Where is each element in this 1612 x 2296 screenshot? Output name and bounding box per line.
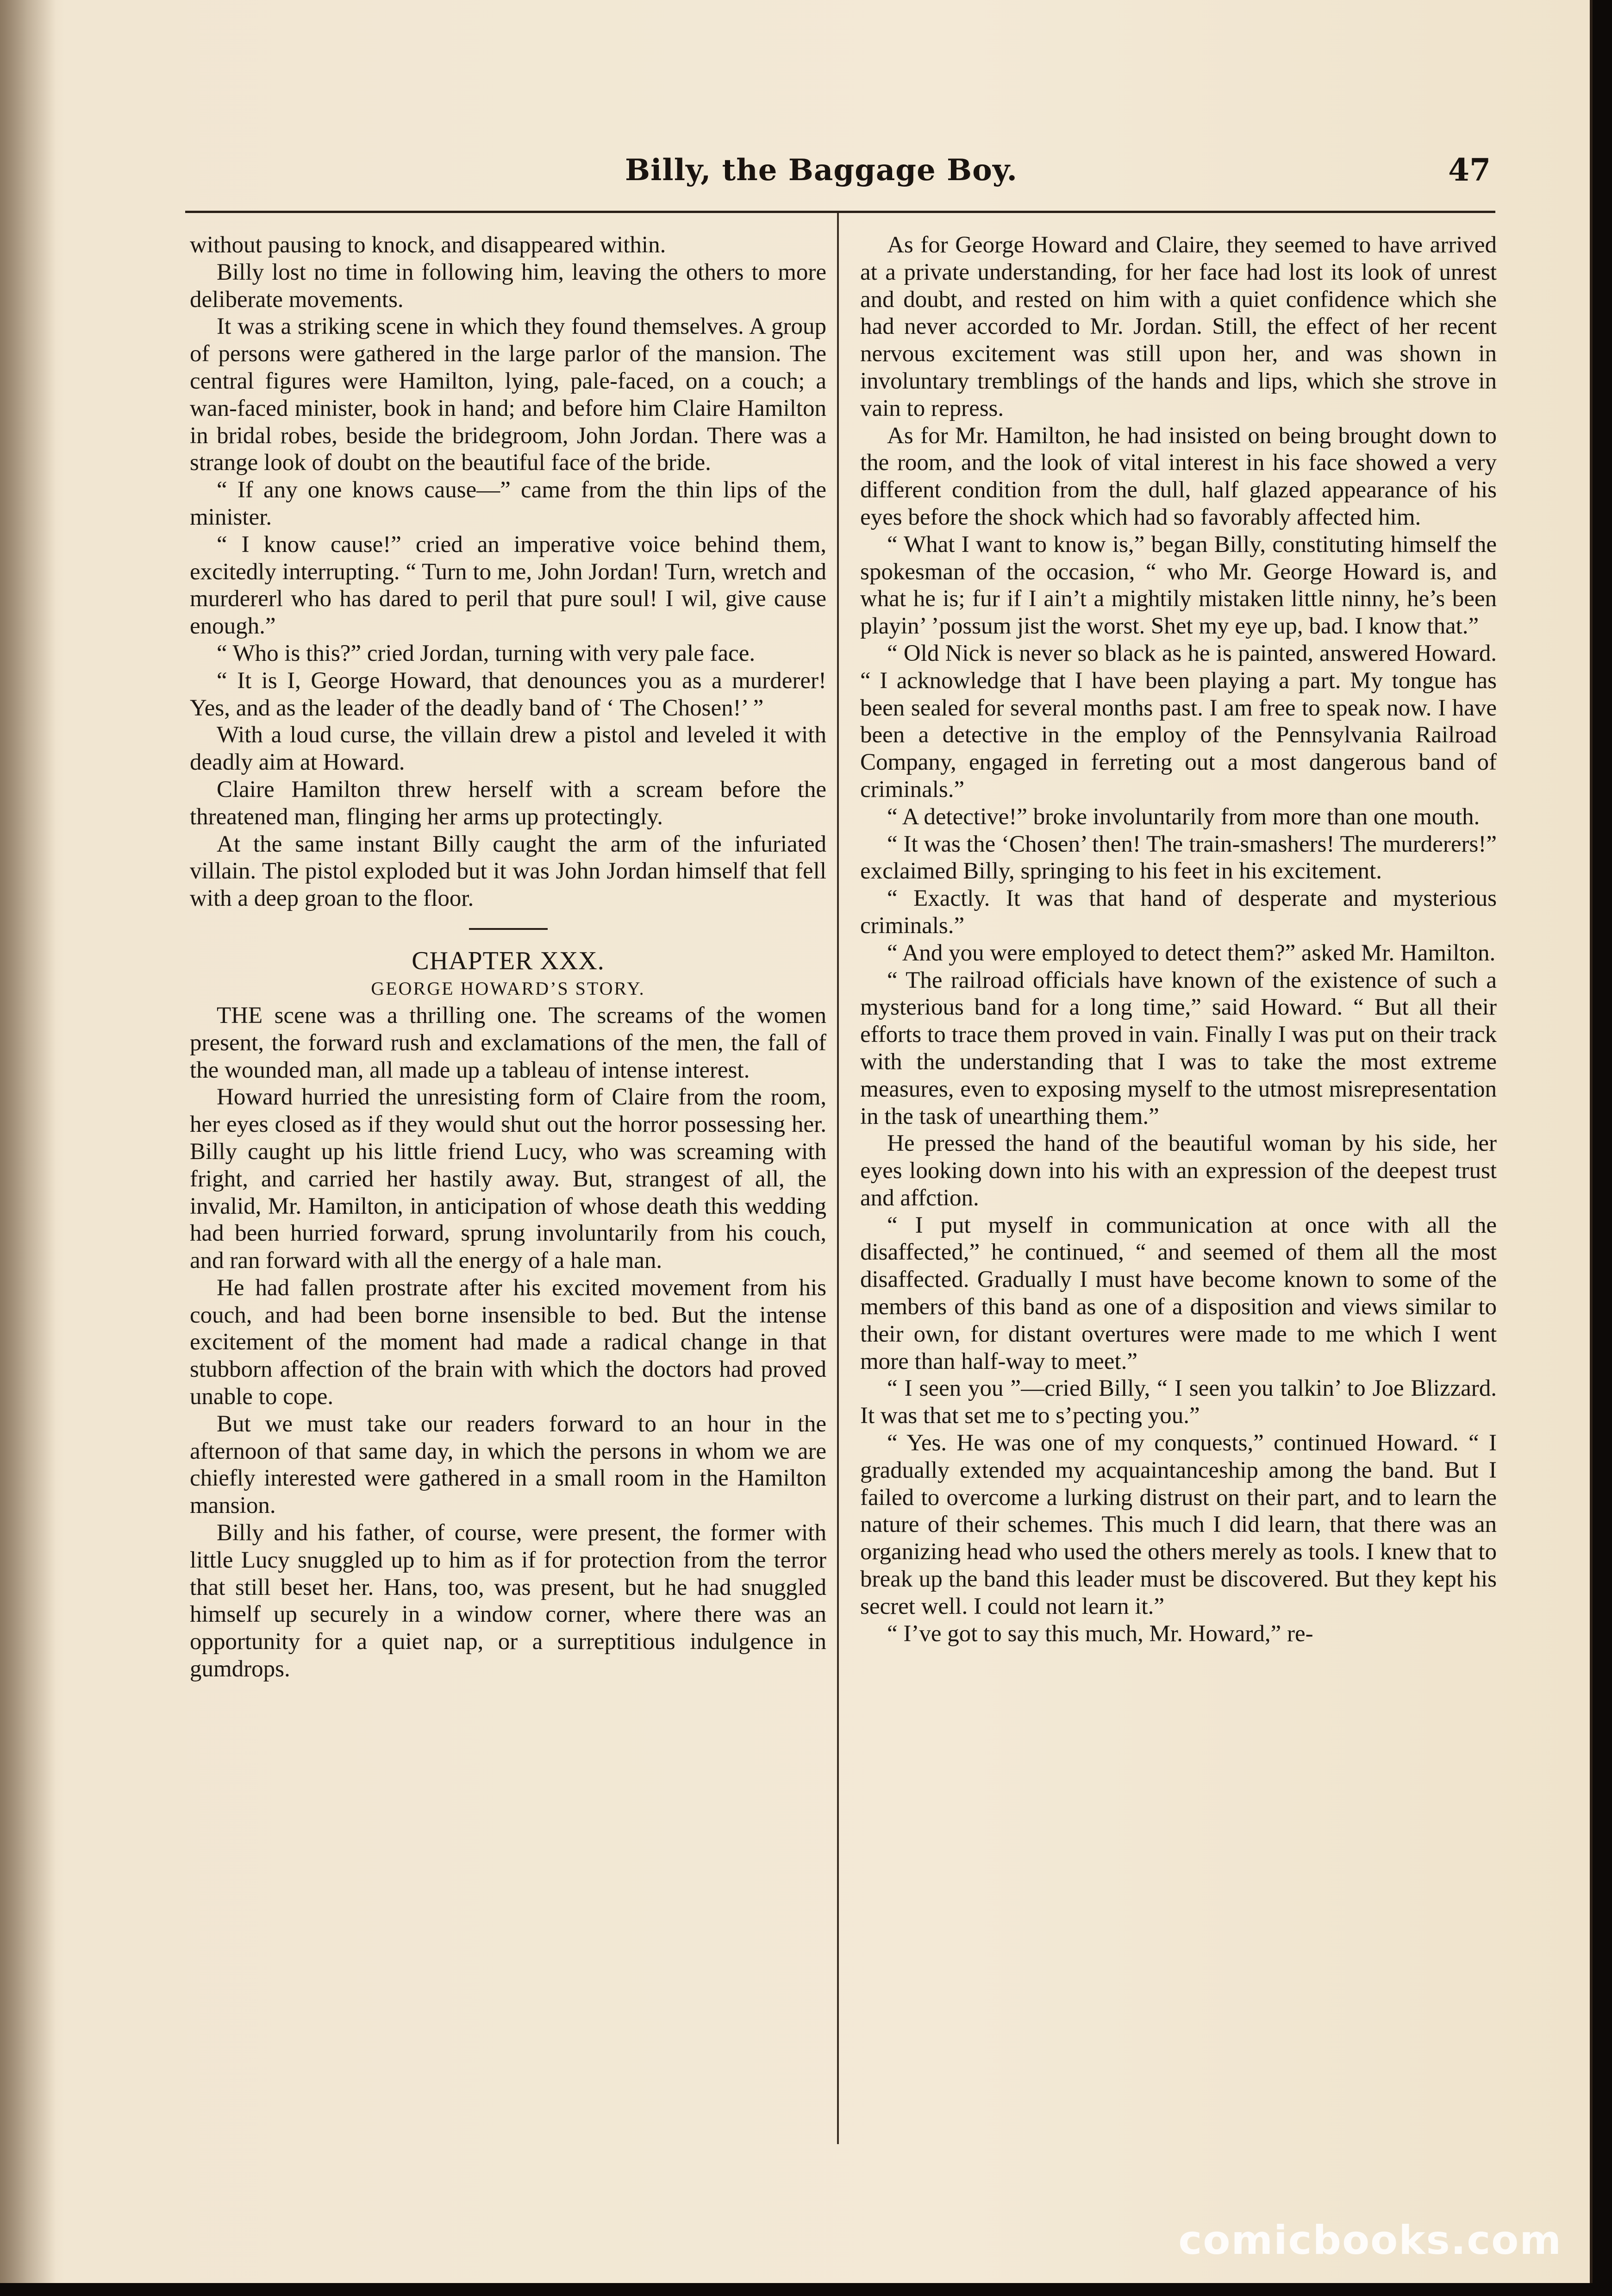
paragraph: “ It was the ‘Chosen’ then! The train-smashers! The murderers!” exclaimed Billy, springing to his feet in his excitement. <box>860 831 1497 885</box>
site-watermark: comicbooks.com <box>1178 2217 1562 2264</box>
paragraph: He had fallen prostrate after his excited movement from his couch, and had been borne insensible to bed. But the intense excitement of the moment had made a radical change in that stubborn affection of the brain with which the doctors had proved unable to cope. <box>190 1274 826 1410</box>
paragraph: Howard hurried the unresisting form of Claire from the room, her eyes closed as if they would shut out the horror possessing her. Billy caught up his little friend Lucy, who was screaming with fright, and carried her hastily away. But, strangest of all, the invalid, Mr. Hamilton, in anticipation of whose death this wedding had been hurried forward, sprung involuntarily from his couch, and ran forward with all the energy of a hale man. <box>190 1084 826 1274</box>
chapter-heading: CHAPTER XXX. <box>412 946 605 975</box>
header-rule <box>185 211 1495 213</box>
paragraph: With a loud curse, the villain drew a pistol and leveled it with deadly aim at Howard. <box>190 722 826 776</box>
paragraph: At the same instant Billy caught the arm of the infuriated villain. The pistol exploded but it was John Jordan himself that fell with a deep groan to the floor. <box>190 831 826 912</box>
paragraph: “ If any one knows cause—” came from the thin lips of the minister. <box>190 477 826 530</box>
paragraph: Claire Hamilton threw herself with a scream before the threatened man, flinging her arms up protectingly. <box>190 776 826 830</box>
paragraph: He pressed the hand of the beautiful woman by his side, her eyes looking down into his with an expression of the deepest trust and affction. <box>860 1130 1497 1211</box>
paragraph: “ Who is this?” cried Jordan, turning with very pale face. <box>217 640 756 666</box>
paragraph: “ I know cause!” cried an imperative voice behind them, excitedly interrupting. “ Turn to me, John Jordan! Turn, wretch and murdererl who has dared to peril that pure soul! I wil, give cause enough.” <box>190 531 826 640</box>
left-column <box>190 232 826 2167</box>
page-header <box>185 144 1491 204</box>
paragraph: Billy and his father, of course, were present, the former with little Lucy snuggled up to him as if for protection from the terror that still beset her. Hans, too, was present, but he had snuggled himself up securely in a window corner, where there was an opportunity for a quiet nap, or a surreptitious indulgence in gumdrops. <box>190 1520 826 1682</box>
paragraph: As for Mr. Hamilton, he had insisted on being brought down to the room, and the look of vital interest in his face showed a very different condition from the dull, half glazed appearance of his eyes before the shock which had so favorably affected him. <box>860 422 1497 530</box>
paragraph: Billy lost no time in following him, leaving the others to more deliberate movements. <box>190 259 826 313</box>
page-number: 47 <box>1448 152 1491 188</box>
paragraph: “ Old Nick is never so black as he is painted, answered Howard. “ I acknowledge that I have been playing a part. My tongue has been sealed for several months past. I am free to speak now. I have been a detective in the employ of the Pennsylvania Railroad Company, engaged in ferreting out a most dangerous band of criminals.” <box>860 640 1497 803</box>
column-divider <box>837 213 839 2144</box>
page-gutter-shadow <box>0 0 56 2283</box>
paragraph: THE scene was a thrilling one. The screams of the women present, the forward rush and exclamations of the men, the fall of the wounded man, all made up a tableau of intense interest. <box>190 1002 826 1083</box>
paragraph: “ Yes. He was one of my conquests,” continued Howard. “ I gradually extended my acquaintanceship among the band. But I failed to overcome a lurking distrust on their part, and to learn the nature of their schemes. This much I did learn, that there was an organizing head who used the others merely as tools. I knew that to break up the band this leader must be discovered. But they kept his secret well. I could not learn it.” <box>860 1430 1497 1619</box>
paragraph: without pausing to knock, and disappeared within. <box>190 232 666 258</box>
paragraph: “ I seen you ”—cried Billy, “ I seen you talkin’ to Joe Blizzard. It was that set me to s’pecting you.” <box>860 1375 1497 1429</box>
paragraph: “ I’ve got to say this much, Mr. Howard,” re- <box>887 1620 1313 1647</box>
running-title: Billy, the Baggage Boy. <box>625 153 1018 188</box>
right-column <box>860 232 1497 2167</box>
paragraph: But we must take our readers forward to an hour in the afternoon of that same day, in which the persons in whom we are chiefly interested were gathered in a small room in the Hamilton mansion. <box>190 1411 826 1519</box>
paragraph: As for George Howard and Claire, they seemed to have arrived at a private understanding, for her face had lost its look of unrest and doubt, and rested on him with a quiet confidence which she had never accorded to Mr. Jordan. Still, the effect of her recent nervous excitement was still upon her, and was shown in involuntary tremblings of the hands and lips, which she strove in vain to repress. <box>860 232 1497 421</box>
paragraph: “ The railroad officials have known of the existence of such a mysterious band for a long time,” said Howard. “ But all their efforts to trace them proved in vain. Finally I was put on their track with the understanding that I was to take the most extreme measures, even to exposing myself to the utmost misrepresentation in the task of unearthing them.” <box>860 967 1497 1129</box>
paragraph: “ I put myself in communication at once with all the disaffected,” he continued, “ and seemed of them all the most disaffected. Gradually I must have become known to some of the members of this band as one of a disposition and views similar to their own, for distant overtures were made to me which I went more than half-way to meet.” <box>860 1212 1497 1374</box>
paragraph: “ What I want to know is,” began Billy, constituting himself the spokesman of the occasion, “ who Mr. George Howard is, and what he is; fur if I ain’t a mightily mistaken little ninny, he’s been playin’ ’possum jist the worst. Shet my eye up, bad. I know that.” <box>860 531 1497 640</box>
paragraph: “ A detective!” broke involuntarily from more than one mouth. <box>887 803 1480 830</box>
paragraph: “ And you were employed to detect them?” asked Mr. Hamilton. <box>887 940 1496 966</box>
chapter-subtitle: GEORGE HOWARD’S STORY. <box>371 978 645 999</box>
paragraph: It was a striking scene in which they found themselves. A group of persons were gathered in the large parlor of the mansion. The central figures were Hamilton, lying, pale-faced, on a couch; a wan-faced minister, book in hand; and before him Claire Hamilton in bridal robes, beside the bridegroom, John Jordan. There was a strange look of doubt on the beautiful face of the bride. <box>190 314 826 476</box>
paragraph: “ It is I, George Howard, that denounces you as a murderer! Yes, and as the leader of the deadly band of ‘ The Chosen!’ ” <box>190 667 826 721</box>
paragraph: “ Exactly. It was that hand of desperate and mysterious criminals.” <box>860 885 1497 939</box>
chapter-divider-rule <box>469 928 548 930</box>
